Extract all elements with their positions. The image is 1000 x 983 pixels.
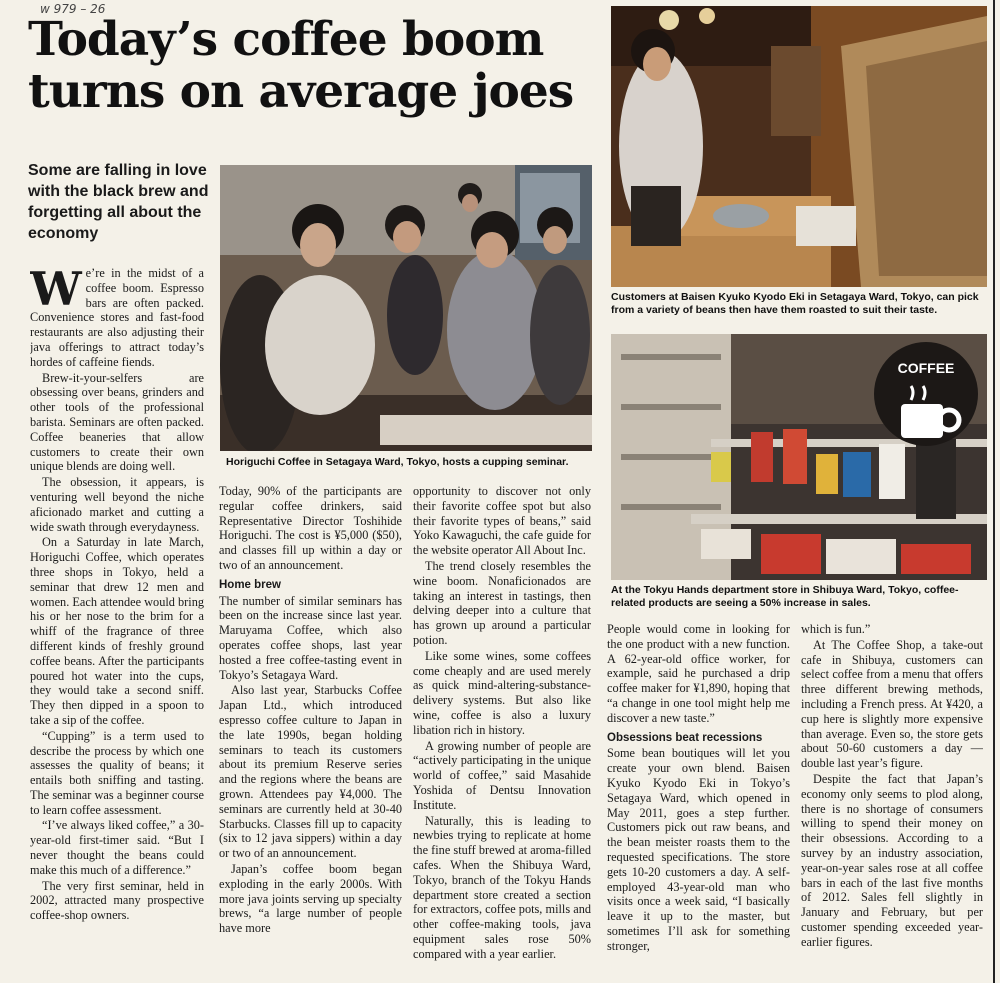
- paragraph: Some bean boutiques will let you create your own blend. Baisen Kyuko Kyodo Eki in Tokyo’s Setagaya Ward, which opened in May 2011, goes a step further. Customers pick out raw beans, and the bean meister roasts them to the requested specifications. The store gets 10-20 customers a day. A self-employed 43-year-old man who visits once a week said, “I basically leave it up to the master, but sometimes I’ll ask for something stronger,: [607, 746, 790, 953]
- caption-cupping-seminar: Horiguchi Coffee in Setagaya Ward, Tokyo, hosts a cupping seminar.: [226, 456, 569, 468]
- paragraph: “I’ve always liked coffee,” a 30-year-old first-timer said. “But I never thought the beans could make this much of a difference.”: [30, 818, 204, 877]
- paragraph: On a Saturday in late March, Horiguchi Coffee, which operates three shops in Tokyo, held a seminar that drew 12 men and women. Each attendee would bring his or her nose to the brim for a whiff of the fragrance of three different kinds of freshly ground coffee beans. After the participants poured hot water into the cups, they would take a second sniff. They then dipped in a spoon to take a sip of the coffee.: [30, 535, 204, 727]
- paragraph: Japan’s coffee boom began exploding in the early 2000s. With more java joints serving up specialty brews, “a large number of people have more: [219, 861, 402, 936]
- paragraph: opportunity to discover not only their favorite coffee spot but also their favorite types of beans,” said Yoko Kawaguchi, the cafe guide for the website operator All About Inc.: [413, 484, 591, 558]
- handwritten-annotation: w 979 – 26: [40, 2, 106, 16]
- paragraph: A growing number of people are “actively participating in the unique world of coffee,” said Masahide Yoshida of Dentsu Innovation Institute.: [413, 738, 591, 812]
- article-column-2: [219, 484, 402, 978]
- coffee-sign-text: COFFEE: [897, 360, 955, 376]
- photo-baisen-roastery: [611, 6, 987, 287]
- paragraph: The number of similar seminars has been on the increase since last year. Maruyama Coffee, which also operates coffee shops, last year hosted a free coffee-tasting event in Tokyo’s Setagaya Ward.: [219, 593, 402, 682]
- paragraph: Also last year, Starbucks Coffee Japan Ltd., which introduced espresso coffee culture to Japan in the late 1990s, began holding seminars to teach its customers about its premium Reserve series and the regions where the beans are grown. Attendees pay ¥4,000. The seminars are currently held at 30-40 Starbucks. Classes fill up to capacity (six to 12 java sippers) within a day or two of an announcement.: [219, 683, 402, 861]
- paragraph: Naturally, this is leading to newbies trying to replicate at home the fine stuff brewed at aroma-filled cafes. When the Shibuya Ward, Tokyo, branch of the Tokyu Hands department store created a section for extractors, coffee pots, mills and other coffee-making tools, java equipment sales rose 50% compared with a year earlier.: [413, 813, 591, 961]
- article-column-3: [413, 484, 591, 978]
- paragraph: “Cupping” is a term used to describe the process by which one assesses the quality of beans; it entails both sniffing and tasting. The seminar was a beginner course to learn coffee assessment.: [30, 728, 204, 817]
- paragraph: which is fun.”: [801, 622, 871, 636]
- article-column-1: [30, 266, 204, 978]
- article-column-5: [801, 622, 983, 978]
- paragraph: People would come in looking for the one product with a new function. A 62-year-old office worker, for example, said he purchased a drip coffee maker for ¥1,890, hoping that “a change in one tool might help me discover a new taste.”: [607, 622, 790, 725]
- paragraph: The very first seminar, held in 2002, attracted many prospective coffee-shop owners.: [30, 878, 204, 923]
- paragraph: Despite the fact that Japan’s economy only seems to plod along, there is no shortage of consumers willing to spend their money on their obsessions. According to a survey by an industry association, year-on-year sales rose at all coffee bars in each of the last five months of 2012. Sales fell slightly in January and February, but per customer spending exceeded year-earlier figures.: [801, 771, 983, 949]
- drop-cap: W: [30, 266, 82, 316]
- deck: Some are falling in love with the black brew and forgetting all about the economy: [28, 162, 209, 242]
- caption-baisen-roastery: Customers at Baisen Kyuko Kyodo Eki in Setagaya Ward, Tokyo, can pick from a variety of beans then have them roasted to suit their taste.: [611, 291, 979, 316]
- paragraph: We’re in the midst of a coffee boom. Espresso bars are often packed. Convenience stores and fast-food restaurants are also adjusting their java offerings to attract today’s hordes of caffeine fiends.: [30, 266, 204, 369]
- photo-cupping-seminar: [220, 165, 592, 451]
- paragraph: The obsession, it appears, is venturing well beyond the niche aficionado market and cutting a wide swath through everydayness.: [30, 475, 204, 534]
- paragraph: Today, 90% of the participants are regular coffee drinkers, said Representative Director Toshihide Horiguchi. The cost is ¥5,000 ($50), and classes fill up within a day or two of an announcement.: [219, 484, 402, 572]
- paragraph: Like some wines, some coffees come cheaply and are used merely as quick mind-altering-substance-delivery systems. But also like wine, coffee is also a luxury libation rich in history.: [413, 648, 591, 737]
- article-column-4: [607, 622, 790, 978]
- headline: Today’s coffee boom turns on average joes: [28, 12, 574, 119]
- paragraph: The trend closely resembles the wine boom. Nonaficionados are taking an interest in tastings, then delving deeper into a culture that has grown up around a particular potion.: [413, 558, 591, 647]
- caption-tokyu-hands: At the Tokyu Hands department store in Shibuya Ward, Tokyo, coffee-related products are seeing a 50% increase in sales.: [611, 584, 959, 609]
- photo-tokyu-hands: [611, 334, 987, 580]
- clipping-edge: [993, 0, 995, 983]
- paragraph: Brew-it-your-selfers are obsessing over beans, grinders and other tools of the professional barista. Seminars are often packed. Coffee beaneries that allow customers to create their own unique blends are doing well.: [30, 370, 204, 474]
- subhead-home-brew: Home brew: [219, 578, 281, 591]
- paragraph: At The Coffee Shop, a take-out cafe in Shibuya, customers can select coffee from a menu that offers three different brewing methods, including a French press. At ¥420, a cup here is slightly more expensive than average. Even so, the store gets about 50-60 customers a day — double last year’s figure.: [801, 637, 983, 771]
- subhead-obsessions: Obsessions beat recessions: [607, 731, 763, 744]
